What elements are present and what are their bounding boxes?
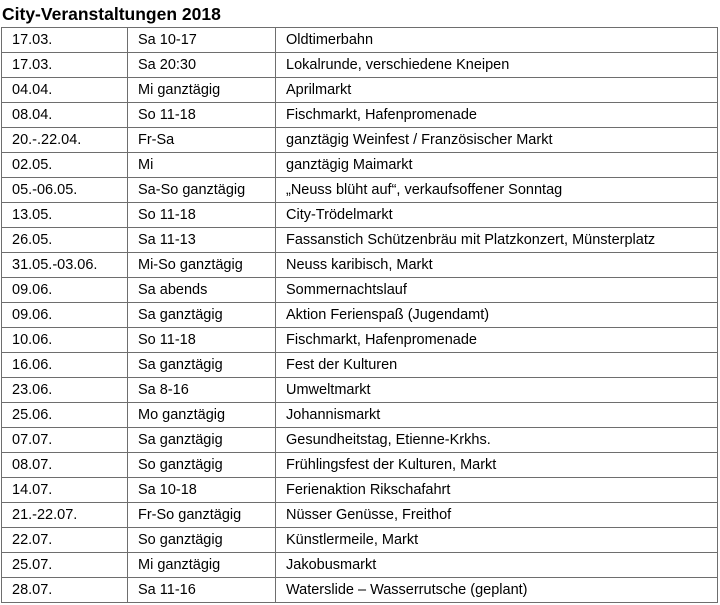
table-row <box>2 578 718 603</box>
event-name-cell: Johannismarkt <box>276 403 718 428</box>
table-row <box>2 328 718 353</box>
event-name-cell: Waterslide – Wasserrutsche (geplant) <box>276 578 718 603</box>
event-date-cell: 13.05. <box>2 203 128 228</box>
table-row <box>2 78 718 103</box>
table-row <box>2 403 718 428</box>
event-time-cell: So 11-18 <box>128 328 276 353</box>
event-name-cell: Ferienaktion Rikschafahrt <box>276 478 718 503</box>
event-date-cell: 07.07. <box>2 428 128 453</box>
table-row <box>2 553 718 578</box>
event-time-cell: Fr-Sa <box>128 128 276 153</box>
event-date-cell: 14.07. <box>2 478 128 503</box>
event-time-cell: Mi <box>128 153 276 178</box>
event-name-cell: Sommernachtslauf <box>276 278 718 303</box>
event-name-cell: Aktion Ferienspaß (Jugendamt) <box>276 303 718 328</box>
event-name-cell: Fischmarkt, Hafenpromenade <box>276 328 718 353</box>
event-date-cell: 17.03. <box>2 28 128 53</box>
event-time-cell: Sa ganztägig <box>128 428 276 453</box>
table-row <box>2 178 718 203</box>
event-date-cell: 10.06. <box>2 328 128 353</box>
event-name-cell: Frühlingsfest der Kulturen, Markt <box>276 453 718 478</box>
event-name-cell: ganztägig Weinfest / Französischer Markt <box>276 128 718 153</box>
table-row <box>2 253 718 278</box>
table-row <box>2 228 718 253</box>
event-date-cell: 28.07. <box>2 578 128 603</box>
event-date-cell: 02.05. <box>2 153 128 178</box>
event-time-cell: Sa 11-13 <box>128 228 276 253</box>
event-name-cell: Umweltmarkt <box>276 378 718 403</box>
table-row <box>2 478 718 503</box>
page-title: City-Veranstaltungen 2018 <box>2 4 221 24</box>
event-time-cell: Mo ganztägig <box>128 403 276 428</box>
event-time-cell: Sa abends <box>128 278 276 303</box>
table-row <box>2 278 718 303</box>
event-time-cell: Mi ganztägig <box>128 553 276 578</box>
event-name-cell: Lokalrunde, verschiedene Kneipen <box>276 53 718 78</box>
table-row <box>2 128 718 153</box>
table-row <box>2 378 718 403</box>
event-date-cell: 09.06. <box>2 303 128 328</box>
table-row <box>2 528 718 553</box>
table-row <box>2 53 718 78</box>
event-time-cell: Sa ganztägig <box>128 353 276 378</box>
event-date-cell: 08.07. <box>2 453 128 478</box>
event-name-cell: Nüsser Genüsse, Freithof <box>276 503 718 528</box>
event-date-cell: 25.06. <box>2 403 128 428</box>
event-time-cell: Mi-So ganztägig <box>128 253 276 278</box>
event-time-cell: Mi ganztägig <box>128 78 276 103</box>
event-name-cell: Fischmarkt, Hafenpromenade <box>276 103 718 128</box>
table-row <box>2 103 718 128</box>
table-row <box>2 353 718 378</box>
event-time-cell: Sa 8-16 <box>128 378 276 403</box>
event-time-cell: So 11-18 <box>128 103 276 128</box>
event-date-cell: 04.04. <box>2 78 128 103</box>
event-date-cell: 22.07. <box>2 528 128 553</box>
event-date-cell: 05.-06.05. <box>2 178 128 203</box>
event-time-cell: Sa 20:30 <box>128 53 276 78</box>
event-name-cell: Fassanstich Schützenbräu mit Platzkonzert, Münsterplatz <box>276 228 718 253</box>
table-row <box>2 453 718 478</box>
event-name-cell: ganztägig Maimarkt <box>276 153 718 178</box>
event-time-cell: So ganztägig <box>128 528 276 553</box>
event-date-cell: 25.07. <box>2 553 128 578</box>
event-date-cell: 26.05. <box>2 228 128 253</box>
event-time-cell: Sa 11-16 <box>128 578 276 603</box>
event-time-cell: Sa 10-18 <box>128 478 276 503</box>
event-time-cell: Fr-So ganztägig <box>128 503 276 528</box>
event-date-cell: 21.-22.07. <box>2 503 128 528</box>
event-name-cell: City-Trödelmarkt <box>276 203 718 228</box>
table-row <box>2 303 718 328</box>
event-date-cell: 08.04. <box>2 103 128 128</box>
event-date-cell: 31.05.-03.06. <box>2 253 128 278</box>
event-date-cell: 09.06. <box>2 278 128 303</box>
event-name-cell: „Neuss blüht auf“, verkaufsoffener Sonntag <box>276 178 718 203</box>
event-name-cell: Oldtimerbahn <box>276 28 718 53</box>
event-name-cell: Neuss karibisch, Markt <box>276 253 718 278</box>
event-time-cell: So 11-18 <box>128 203 276 228</box>
event-name-cell: Aprilmarkt <box>276 78 718 103</box>
event-date-cell: 20.-.22.04. <box>2 128 128 153</box>
events-table <box>1 27 718 603</box>
event-time-cell: Sa-So ganztägig <box>128 178 276 203</box>
event-date-cell: 17.03. <box>2 53 128 78</box>
table-row <box>2 28 718 53</box>
event-name-cell: Fest der Kulturen <box>276 353 718 378</box>
event-date-cell: 23.06. <box>2 378 128 403</box>
table-row <box>2 153 718 178</box>
table-row <box>2 503 718 528</box>
event-name-cell: Künstlermeile, Markt <box>276 528 718 553</box>
event-time-cell: So ganztägig <box>128 453 276 478</box>
table-row <box>2 203 718 228</box>
event-name-cell: Jakobusmarkt <box>276 553 718 578</box>
event-time-cell: Sa 10-17 <box>128 28 276 53</box>
table-row <box>2 428 718 453</box>
event-name-cell: Gesundheitstag, Etienne-Krkhs. <box>276 428 718 453</box>
events-table-body <box>2 28 718 603</box>
event-date-cell: 16.06. <box>2 353 128 378</box>
event-time-cell: Sa ganztägig <box>128 303 276 328</box>
